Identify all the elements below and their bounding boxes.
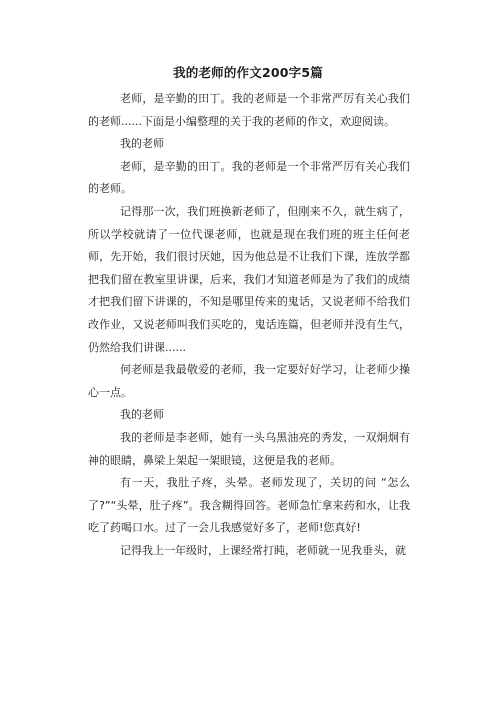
paragraph: 老师，是辛勤的田丁。我的老师是一个非常严厉有关心我们的老师。 — [88, 159, 410, 196]
paragraph: 何老师是我最敬爱的老师，我一定要好好学习，让老师少操心一点。 — [88, 363, 410, 399]
document-body — [0, 88, 496, 562]
intro-paragraph: 老师，是辛勤的田丁。我的老师是一个非常严厉有关心我们的老师......下面是小编整理的关于我的老师的作文，欢迎阅读。 — [88, 92, 410, 128]
section-heading: 我的老师 — [120, 408, 164, 422]
paragraph: 有一天，我肚子疼，头晕。老师发现了，关切的问 “怎么了?”“头晕，肚子疼”。我含糊得回答。老师急忙拿来药和水，让我吃了药喝口水。过了一会儿我感觉好多了，老师!您真好! — [88, 476, 410, 535]
paragraph: 记得我上一年级时，上课经常打盹，老师就一见我垂头，就 — [120, 543, 406, 557]
document-title: 我的老师的作文200字5篇 — [173, 65, 323, 80]
section-heading: 我的老师 — [120, 137, 164, 151]
paragraph: 我的老师是李老师，她有一头乌黑油亮的秀发，一双炯炯有神的眼睛，鼻梁上架起一架眼镜，这便是我的老师。 — [88, 430, 410, 467]
paragraph: 记得那一次，我们班换新老师了，但刚来不久，就生病了，所以学校就请了一位代课老师，也就是现在我们班的班主任何老师，先开始，我们很讨厌她，因为他总是不让我们下课，连放学都把我们留在教室里讲课，后来，我们才知道老师是为了我们的成绩才把我们留下讲课的，不知是哪里传来的鬼话，又说老师不给我们改作业，又说老师叫我们买吃的，鬼话连篇，但老师并没有生气，仍然给我们讲课...... — [88, 204, 410, 354]
